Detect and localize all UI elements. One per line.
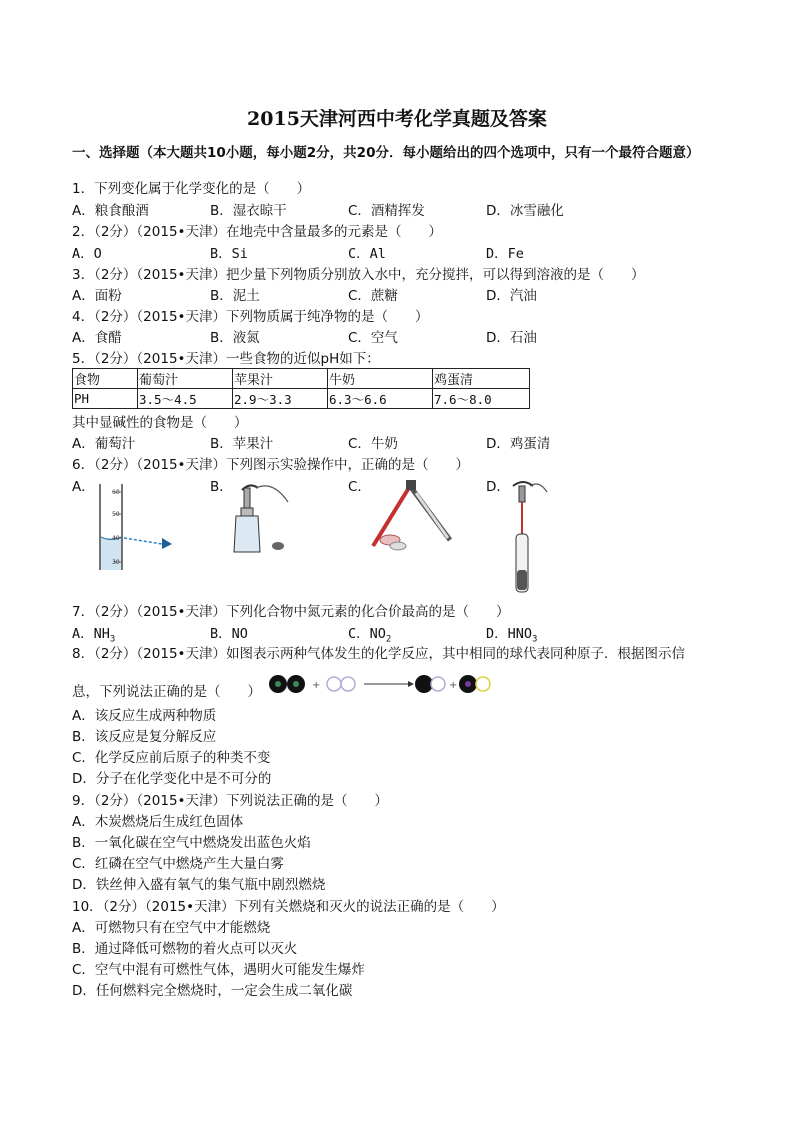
tick-label: 40	[112, 535, 120, 542]
option-a: A．O	[72, 246, 102, 262]
option-c: C．蔗糖	[348, 288, 398, 304]
svg-text:+: +	[449, 680, 458, 691]
question-6	[72, 456, 469, 474]
question-number: 3．	[72, 267, 95, 283]
question-number: 10．	[72, 899, 103, 915]
option-a: A．粮食酿酒	[72, 203, 149, 219]
question-10	[72, 898, 505, 916]
option-b: B．NO	[210, 626, 248, 642]
question-text: （2分）（2015•天津）在地壳中含量最多的元素是（ ）	[94, 224, 443, 240]
option-a: A．该反应生成两种物质	[72, 708, 217, 724]
question-5-followup: 其中显碱性的食物是（ ）	[72, 415, 248, 431]
question-4	[72, 308, 429, 326]
table-header-row	[73, 369, 530, 389]
arrow-icon	[408, 681, 414, 687]
option-d: D．Fe	[486, 246, 524, 262]
tick-label: 30	[112, 559, 120, 566]
option-a: A．食醋	[72, 330, 122, 346]
option-a: A．	[72, 479, 95, 495]
table-cell: PH	[73, 389, 138, 409]
option-a: A．面粉	[72, 288, 122, 304]
atom-icon	[341, 677, 355, 691]
option-c: C．Al	[348, 246, 386, 262]
table-cell: 3.5～4.5	[138, 389, 233, 409]
option-b: B．Si	[210, 246, 248, 262]
option-a: A．$NH_3$	[72, 626, 116, 645]
option-c: C．酒精挥发	[348, 203, 425, 219]
option-d: D．鸡蛋清	[486, 436, 551, 452]
graduated-cylinder-figure	[92, 482, 182, 572]
question-2	[72, 223, 442, 241]
question-number: 9．	[72, 793, 95, 809]
table-cell: 苹果汁	[233, 369, 328, 389]
option-c: C．空气	[348, 330, 398, 346]
svg-text:+: +	[312, 680, 321, 691]
question-text: （2分）（2015•天津）下列说法正确的是（ ）	[94, 793, 389, 809]
question-text: （2分）（2015•天津）下列图示实验操作中，正确的是（ ）	[94, 457, 470, 473]
option-b: B．泥土	[210, 288, 260, 304]
option-b: B．通过降低可燃物的着火点可以灭火	[72, 941, 298, 957]
option-c: C．$NO_2$	[348, 626, 392, 645]
question-text: （2分）（2015•天津）下列物质属于纯净物的是（ ）	[94, 309, 429, 325]
option-d: D．任何燃料完全燃烧时，一定会生成二氧化碳	[72, 983, 353, 999]
question-number: 5．	[72, 351, 95, 367]
tick-label: 60	[112, 489, 120, 496]
question-text: （2分）（2015•天津）一些食物的近似pH如下：	[94, 351, 380, 367]
reaction-diagram	[268, 672, 496, 696]
option-c: C．化学反应前后原子的种类不变	[72, 750, 271, 766]
option-c: C．红磷在空气中燃烧产生大量白雾	[72, 856, 284, 872]
question-number: 6．	[72, 457, 95, 473]
option-d: D．汽油	[486, 288, 537, 304]
option-a: A．木炭燃烧后生成红色固体	[72, 814, 244, 830]
eye-icon	[162, 538, 172, 549]
vertical-dropper-figure	[505, 478, 555, 598]
question-1	[72, 180, 310, 198]
test-tube-figure	[368, 478, 458, 558]
question-number: 2．	[72, 224, 95, 240]
question-number: 7．	[72, 604, 95, 620]
table-cell: 鸡蛋清	[433, 369, 530, 389]
ph-table	[72, 368, 530, 409]
atom-icon	[327, 677, 341, 691]
option-c: C．	[348, 479, 371, 495]
question-text: 下列变化属于化学变化的是（ ）	[94, 181, 311, 197]
option-a: A．可燃物只有在空气中才能燃烧	[72, 920, 271, 936]
table-cell: 牛奶	[328, 369, 433, 389]
option-b: B．液氮	[210, 330, 260, 346]
question-number: 4．	[72, 309, 95, 325]
option-c: C．牛奶	[348, 436, 398, 452]
option-b: B．湿衣晾干	[210, 203, 287, 219]
question-text: （2分）（2015•天津）下列有关燃烧和灭火的说法正确的是（ ）	[102, 899, 505, 915]
tick-label: 50	[112, 511, 120, 518]
option-b: B．苹果汁	[210, 436, 274, 452]
stopper-icon	[272, 542, 284, 550]
question-text: （2分）（2015•天津）下列化合物中氮元素的化合价最高的是（ ）	[94, 604, 510, 620]
table-cell: 7.6～8.0	[433, 389, 530, 409]
question-9	[72, 792, 388, 810]
page-title: 2015天津河西中考化学真题及答案	[247, 108, 547, 130]
option-b: B．一氧化碳在空气中燃烧发出蓝色火焰	[72, 835, 311, 851]
table-row	[73, 389, 530, 409]
question-number: 8．	[72, 646, 95, 662]
atom-icon	[476, 677, 490, 691]
question-3	[72, 266, 645, 284]
table-cell: 2.9～3.3	[233, 389, 328, 409]
section-heading: 一、选择题（本大题共10小题，每小题2分，共20分．每小题给出的四个选项中，只有一个最符合题意）	[72, 145, 700, 161]
dropper-bottle-figure	[228, 480, 298, 555]
option-d: D．分子在化学变化中是不可分的	[72, 771, 272, 787]
question-text: （2分）（2015•天津）如图表示两种气体发生的化学反应，其中相同的球代表同种原子．根据图示信	[94, 646, 686, 662]
table-cell: 6.3～6.6	[328, 389, 433, 409]
option-d: D．冰雪融化	[486, 203, 564, 219]
option-b: B．该反应是复分解反应	[72, 729, 217, 745]
option-c: C．空气中混有可燃性气体，遇明火可能发生爆炸	[72, 962, 365, 978]
table-cell: 食物	[73, 369, 138, 389]
option-d: D．	[486, 479, 510, 495]
option-a: A．葡萄汁	[72, 436, 136, 452]
question-8-continued: 息，下列说法正确的是（ ）	[72, 684, 261, 700]
question-8	[72, 645, 685, 663]
atom-icon	[431, 677, 445, 691]
option-d: D．$HNO_3$	[486, 626, 538, 645]
question-text: （2分）（2015•天津）把少量下列物质分别放入水中，充分搅拌，可以得到溶液的是（ ）	[94, 267, 645, 283]
question-7	[72, 603, 510, 621]
question-number: 1．	[72, 181, 95, 197]
option-d: D．铁丝伸入盛有氧气的集气瓶中剧烈燃烧	[72, 877, 326, 893]
question-5	[72, 350, 380, 368]
table-cell: 葡萄汁	[138, 369, 233, 389]
option-d: D．石油	[486, 330, 537, 346]
option-b: B．	[210, 479, 233, 495]
